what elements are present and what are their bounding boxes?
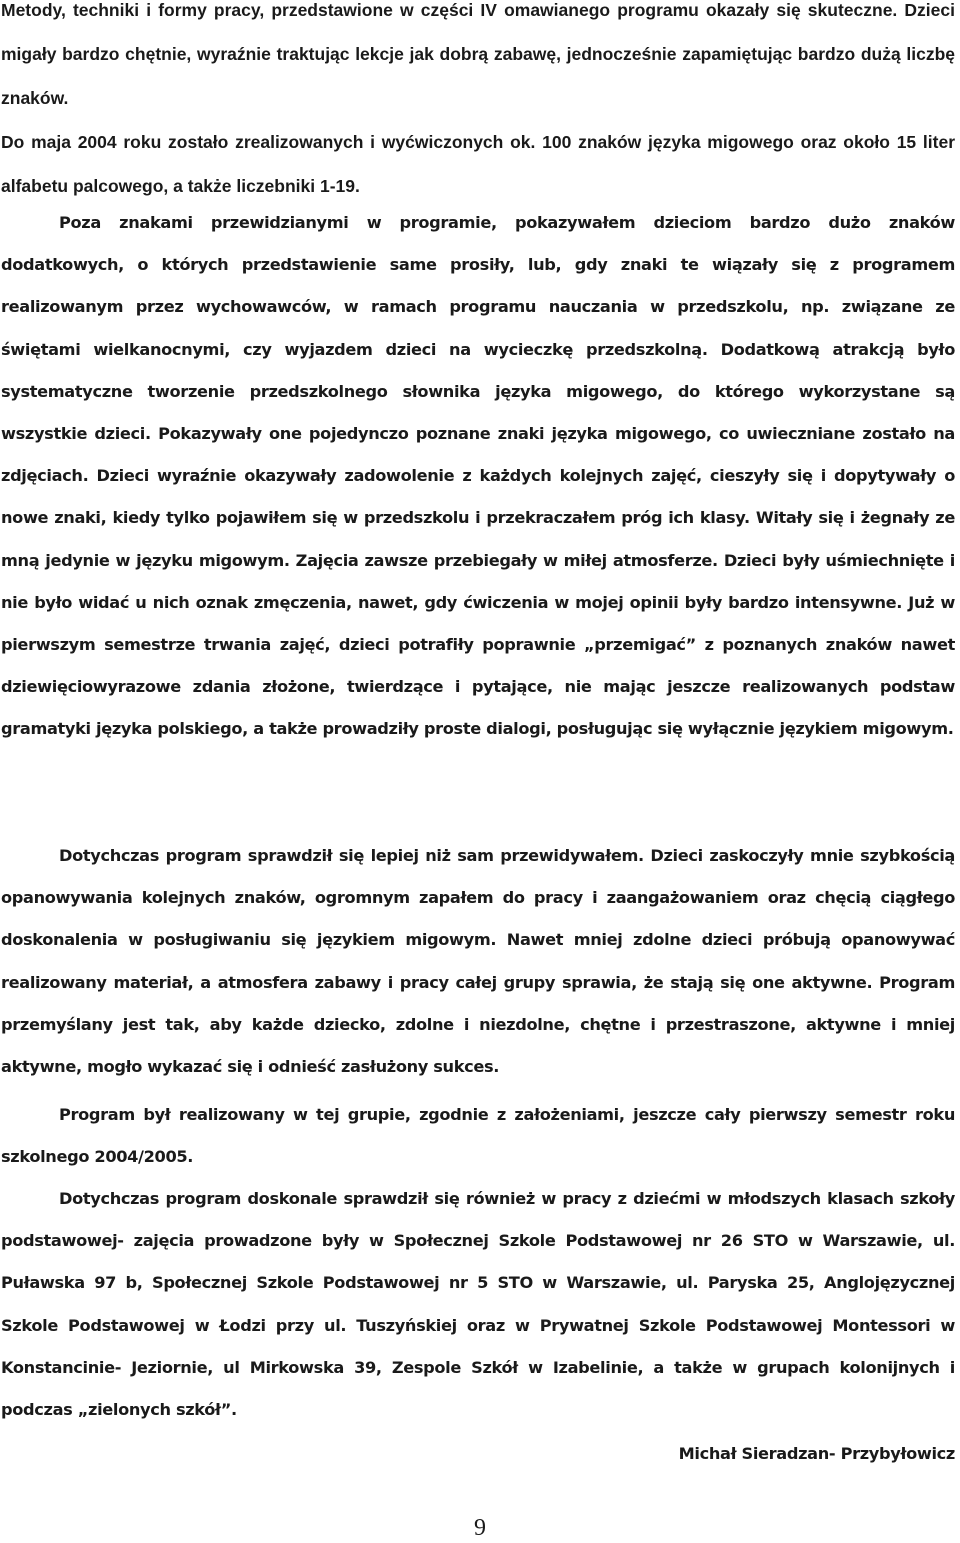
- paragraph-methods-effective: Metody, techniki i formy pracy, przedstawione w części IV omawianego programu okazały się skuteczne. Dzieci migały bardzo chętnie, wyraźnie traktując lekcje jak dobrą zabawę, jednocześnie zapamiętując bardzo dużą liczbę znaków.: [1, 0, 955, 108]
- paragraph-program-results: Dotychczas program sprawdził się lepiej niż sam przewidywałem. Dzieci zaskoczyły mnie szybkością opanowywania kolejnych znaków, ogromnym zapałem do pracy i zaangażowaniem oraz chęcią ciągłego doskonalenia w posługiwaniu się językiem migowym. Nawet mniej zdolne dzieci próbują opanowywać realizowany materiał, a atmosfera zabawy i pracy całej grupy sprawia, że stają się one aktywne. Program przemyślany jest tak, aby każde dziecko, zdolne i niezdolne, chętne i przestraszone, aktywne i mniej aktywne, mogło wykazać się i odnieść zasłużony sukces.: [1, 846, 955, 1077]
- paragraph-signs-count: Do maja 2004 roku zostało zrealizowanych i wyćwiczonych ok. 100 znaków języka migowego oraz około 15 liter alfabetu palcowego, a także liczebniki 1-19.: [1, 132, 955, 196]
- paragraph-additional-signs: Poza znakami przewidzianymi w programie, pokazywałem dzieciom bardzo dużo znaków dodatkowych, o których przedstawienie same prosiły, lub, gdy znaki te wiązały się z programem realizowanym przez wychowawców, w ramach programu nauczania w przedszkolu, np. związane ze świętami wielkanocnymi, czy wyjazdem dzieci na wycieczkę przedszkolną. Dodatkową atrakcją było systematyczne tworzenie przedszkolnego słownika języka migowego, do którego wykorzystane są wszystkie dzieci. Pokazywały one pojedynczo poznane znaki języka migowego, co uwieczniane zostało na zdjęciach. Dzieci wyraźnie okazywały zadowolenie z każdych kolejnych zajęć, cieszyły się i dopytywały o nowe znaki, kiedy tylko pojawiłem się w przedszkolu i przekraczałem próg ich klasy. Witały się i żegnały ze mną jedynie w języku migowym. Zajęcia zawsze przebiegały w miłej atmosferze. Dzieci były uśmiechnięte i nie było widać u nich oznak zmęczenia, nawet, gdy ćwiczenia w mojej opinii były bardzo intensywne. Już w pierwszym semestrze trwania zajęć, dzieci potrafiły poprawnie „przemigać” z poznanych znaków nawet dziewięciowyrazowe zdania złożone, twierdzące i pytające, nie mając jeszcze realizowanych podstaw gramatyki języka polskiego, a także prowadziły proste dialogi, posługując się wyłącznie językiem migowym.: [1, 213, 955, 739]
- paragraph-other-schools: Dotychczas program doskonale sprawdził się również w pracy z dziećmi w młodszych klasach szkoły podstawowej- zajęcia prowadzone były w Społecznej Szkole Podstawowej nr 26 STO w Warszawie, ul. Puławska 97 b, Społecznej Szkole Podstawowej nr 5 STO w Warszawie, ul. Paryska 25, Anglojęzycznej Szkole Podstawowej w Łodzi przy ul. Tuszyńskiej oraz w Prywatnej Szkole Podstawowej Montessori w Konstancinie- Jeziornie, ul Mirkowska 39, Zespole Szkół w Izabelinie, a także w grupach kolonijnych i podczas „zielonych szkół”.: [1, 1189, 955, 1420]
- author-signature: Michał Sieradzan- Przybyłowicz: [678, 1444, 955, 1463]
- paragraph-school-year: Program był realizowany w tej grupie, zgodnie z założeniami, jeszcze cały pierwszy semestr roku szkolnego 2004/2005.: [1, 1105, 955, 1167]
- page-number: 9: [474, 1515, 486, 1541]
